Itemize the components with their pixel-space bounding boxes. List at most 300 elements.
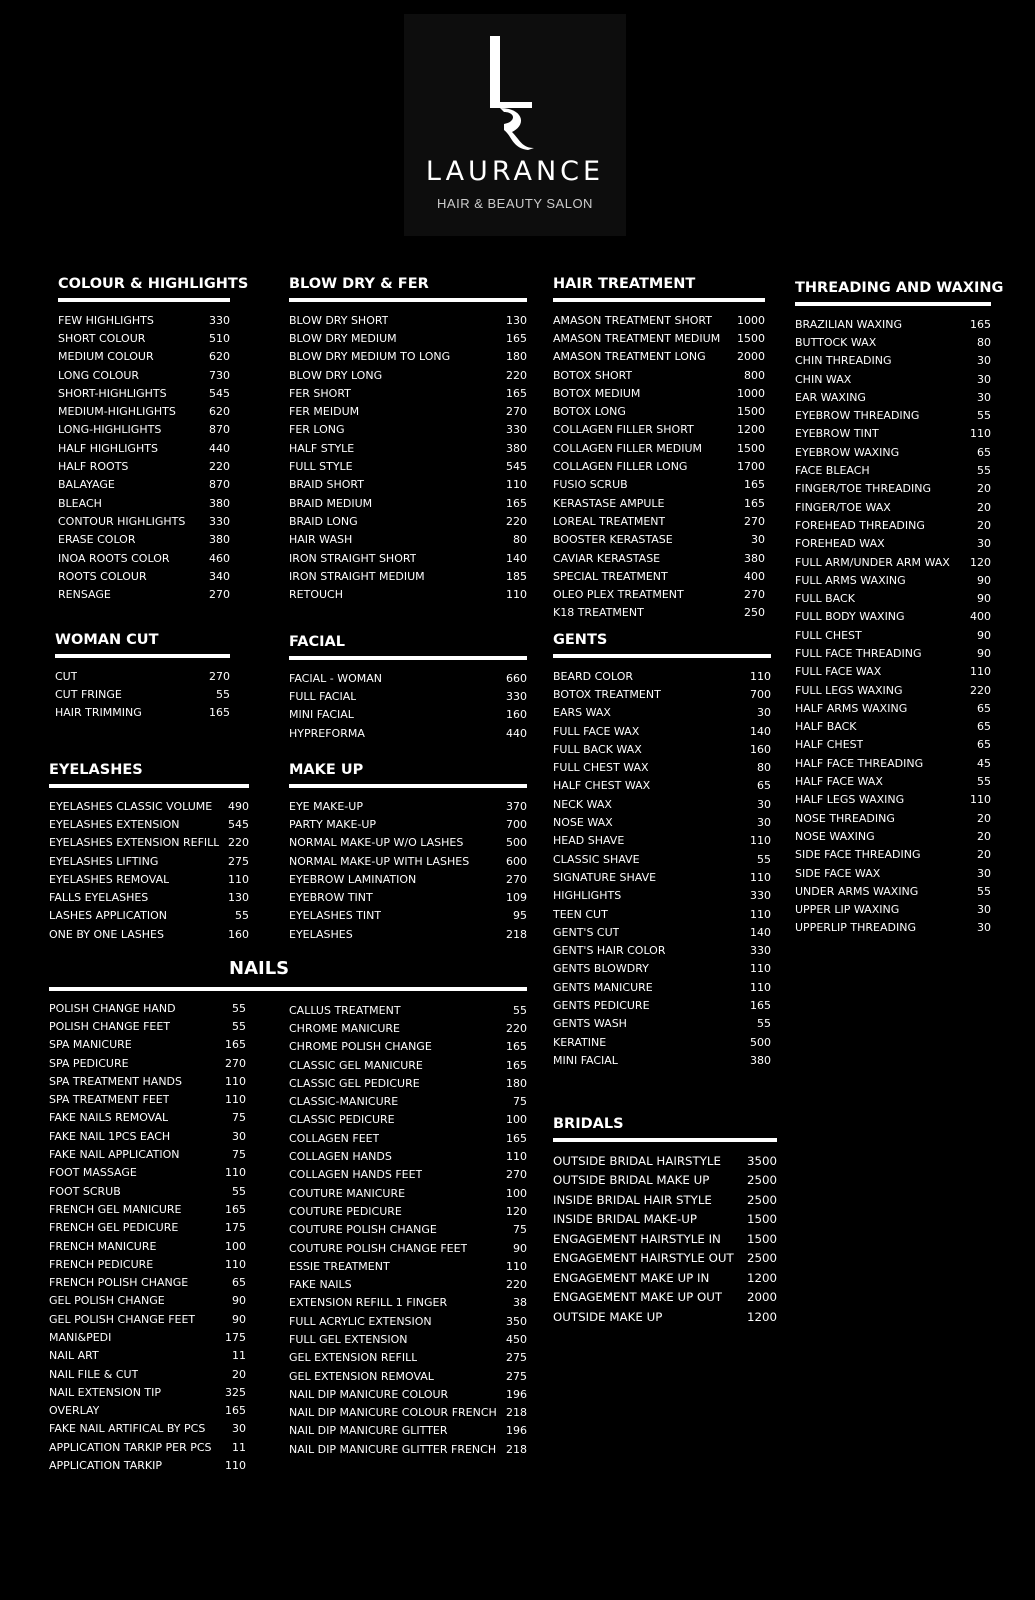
section-divider: [289, 656, 527, 660]
service-price: 180: [506, 1076, 527, 1090]
section-threading-waxing: [795, 278, 1004, 937]
service-name: GEL EXTENSION REFILL: [289, 1351, 418, 1365]
service-name: SPA TREATMENT FEET: [49, 1093, 170, 1107]
price-row: [553, 1015, 771, 1033]
price-row: [795, 553, 991, 571]
service-price: 90: [232, 1294, 246, 1308]
service-name: AMASON TREATMENT MEDIUM: [553, 331, 721, 345]
price-row: [289, 1184, 527, 1202]
service-price: 55: [513, 1003, 527, 1017]
price-row: [553, 832, 771, 850]
service-name: INSIDE BRIDAL HAIR STYLE: [553, 1192, 712, 1207]
service-name: FULL FACIAL: [289, 689, 357, 703]
section-divider: [289, 298, 527, 302]
price-row: [289, 1147, 527, 1165]
service-price: 218: [506, 1442, 527, 1456]
service-price: 110: [970, 665, 991, 679]
service-name: TEEN CUT: [553, 907, 608, 921]
price-row: [55, 704, 230, 722]
section-colour-highlights: [58, 274, 249, 604]
service-price: 218: [506, 1406, 527, 1420]
service-name: FAKE NAILS: [289, 1278, 352, 1292]
service-price: 165: [225, 1404, 246, 1418]
price-row: [553, 348, 765, 366]
service-name: FINGER/TOE THREADING: [795, 482, 932, 496]
service-name: HALF ROOTS: [58, 460, 129, 474]
service-price: 270: [744, 588, 765, 602]
price-row: [289, 1166, 527, 1184]
price-row: [58, 531, 230, 549]
price-row: [49, 1310, 246, 1328]
service-price: 160: [228, 927, 249, 941]
price-row: [289, 366, 527, 384]
service-name: CHIN THREADING: [795, 354, 892, 368]
service-price: 218: [506, 927, 527, 941]
price-row: [49, 1438, 246, 1456]
service-price: 1500: [737, 441, 765, 455]
service-name: FRENCH PEDICURE: [49, 1257, 154, 1271]
price-row: [553, 850, 771, 868]
service-name: SIGNATURE SHAVE: [553, 870, 657, 884]
service-name: BUTTOCK WAX: [795, 335, 877, 349]
service-name: HALF HIGHLIGHTS: [58, 441, 158, 455]
price-row: [49, 797, 249, 815]
price-row: [553, 868, 771, 886]
price-row: [49, 999, 246, 1017]
service-price: 55: [232, 1184, 246, 1198]
service-price: 600: [506, 854, 527, 868]
service-price: 270: [744, 514, 765, 528]
service-name: HALF FACE THREADING: [795, 756, 924, 770]
price-row: [289, 311, 527, 329]
service-price: 165: [506, 331, 527, 345]
price-row: [553, 531, 765, 549]
section-divider: [58, 298, 230, 302]
service-price: 330: [209, 514, 230, 528]
service-name: HALF LEGS WAXING: [795, 793, 905, 807]
price-row: [795, 809, 991, 827]
service-name: FINGER/TOE WAX: [795, 500, 891, 514]
service-name: EXTENSION REFILL 1 FINGER: [289, 1296, 448, 1310]
service-name: FOREHEAD THREADING: [795, 518, 925, 532]
service-name: RENSAGE: [58, 588, 111, 602]
service-name: HALF BACK: [795, 720, 857, 734]
service-name: EYELASHES REMOVAL: [49, 872, 170, 886]
service-price: 140: [750, 724, 771, 738]
price-row: [553, 1229, 777, 1249]
service-price: 110: [228, 872, 249, 886]
price-row: [58, 494, 230, 512]
section-woman-cut: [55, 630, 230, 722]
service-price: 400: [744, 569, 765, 583]
service-name: GENT'S HAIR COLOR: [553, 944, 666, 958]
service-name: MEDIUM-HIGHLIGHTS: [58, 405, 176, 419]
service-price: 165: [744, 496, 765, 510]
section-title: BLOW DRY & FER: [289, 276, 429, 292]
service-name: HALF CHEST: [795, 738, 864, 752]
price-row: [553, 941, 771, 959]
service-price: 270: [506, 405, 527, 419]
service-price: 800: [744, 368, 765, 382]
price-row: [795, 882, 991, 900]
service-name: FEW HIGHLIGHTS: [58, 313, 154, 327]
service-name: SPA MANICURE: [49, 1038, 132, 1052]
service-name: HIGHLIGHTS: [553, 889, 622, 903]
service-price: 165: [750, 998, 771, 1012]
service-price: 380: [209, 533, 230, 547]
price-row: [795, 333, 991, 351]
price-row: [553, 1249, 777, 1269]
service-name: NOSE WAX: [553, 816, 613, 830]
service-price: 30: [977, 372, 991, 386]
service-price: 220: [970, 683, 991, 697]
service-price: 20: [232, 1367, 246, 1381]
service-name: CHIN WAX: [795, 372, 852, 386]
service-price: 450: [506, 1332, 527, 1346]
service-name: BOTOX TREATMENT: [553, 687, 661, 701]
price-row: [49, 1090, 246, 1108]
price-row: [49, 1456, 246, 1474]
service-price: 270: [209, 588, 230, 602]
service-price: 1500: [737, 331, 765, 345]
service-name: ENGAGEMENT MAKE UP IN: [553, 1270, 710, 1285]
price-row: [289, 1275, 527, 1293]
service-price: 270: [209, 669, 230, 683]
price-row: [553, 585, 765, 603]
price-row: [49, 907, 249, 925]
price-row: [289, 1404, 527, 1422]
price-row: [58, 476, 230, 494]
service-price: 30: [751, 533, 765, 547]
service-price: 196: [506, 1424, 527, 1438]
service-name: FER MEIDUM: [289, 405, 360, 419]
service-price: 350: [506, 1314, 527, 1328]
service-name: GEL EXTENSION REMOVAL: [289, 1369, 434, 1383]
price-row: [289, 834, 527, 852]
service-price: 220: [506, 1021, 527, 1035]
service-price: 100: [506, 1186, 527, 1200]
service-name: NAIL FILE & CUT: [49, 1367, 139, 1381]
service-name: POLISH CHANGE HAND: [49, 1001, 176, 1015]
service-name: AMASON TREATMENT SHORT: [553, 313, 712, 327]
price-row: [553, 887, 771, 905]
price-row: [795, 370, 991, 388]
price-row: [289, 1092, 527, 1110]
price-row: [49, 1054, 246, 1072]
service-name: SPA PEDICURE: [49, 1056, 129, 1070]
price-row: [553, 1151, 777, 1171]
price-row: [49, 1420, 246, 1438]
service-name: COUTURE MANICURE: [289, 1186, 406, 1200]
service-name: FULL BODY WAXING: [795, 610, 905, 624]
price-row: [289, 1111, 527, 1129]
section-divider: [553, 1138, 777, 1142]
section-blow-dry: [289, 274, 527, 604]
service-name: OLEO PLEX TREATMENT: [553, 588, 684, 602]
service-name: SHORT-HIGHLIGHTS: [58, 386, 167, 400]
service-name: FULL ARMS WAXING: [795, 573, 906, 587]
service-price: 11: [232, 1349, 246, 1363]
service-name: FER LONG: [289, 423, 345, 437]
service-price: 870: [209, 478, 230, 492]
service-price: 330: [750, 944, 771, 958]
price-row: [49, 1237, 246, 1255]
service-price: 620: [209, 405, 230, 419]
service-price: 1200: [737, 423, 765, 437]
service-name: SHORT COLOUR: [58, 331, 146, 345]
price-row: [289, 384, 527, 402]
price-row: [289, 888, 527, 906]
price-row: [289, 1367, 527, 1385]
service-price: 500: [506, 836, 527, 850]
price-row: [289, 494, 527, 512]
section-title: BRIDALS: [553, 1116, 624, 1132]
service-name: EYEBROW TINT: [795, 427, 879, 441]
service-price: 110: [750, 907, 771, 921]
service-price: 330: [750, 889, 771, 903]
price-row: [289, 1440, 527, 1458]
service-name: FULL STYLE: [289, 460, 353, 474]
price-row: [289, 687, 527, 705]
price-row: [553, 549, 765, 567]
service-price: 165: [506, 1131, 527, 1145]
price-row: [289, 531, 527, 549]
service-name: EYELASHES TINT: [289, 909, 382, 923]
brand-name: LAURANCE: [425, 156, 605, 187]
service-name: SPECIAL TREATMENT: [553, 569, 668, 583]
price-row: [795, 388, 991, 406]
service-price: 55: [977, 464, 991, 478]
service-price: 109: [506, 891, 527, 905]
service-price: 100: [506, 1113, 527, 1127]
service-name: CLASSIC GEL MANICURE: [289, 1058, 423, 1072]
service-name: EAR WAXING: [795, 390, 866, 404]
service-price: 90: [232, 1312, 246, 1326]
price-row: [289, 1202, 527, 1220]
price-row: [795, 406, 991, 424]
service-name: NAIL DIP MANICURE COLOUR: [289, 1387, 449, 1401]
service-price: 75: [513, 1223, 527, 1237]
service-price: 110: [225, 1074, 246, 1088]
price-row: [553, 457, 765, 475]
price-row: [795, 626, 991, 644]
service-price: 90: [977, 592, 991, 606]
service-name: OUTSIDE BRIDAL HAIRSTYLE: [553, 1153, 721, 1168]
service-price: 140: [750, 925, 771, 939]
price-row: [795, 663, 991, 681]
nails-right-column: [289, 1001, 527, 1458]
service-price: 380: [506, 441, 527, 455]
price-row: [553, 978, 771, 996]
service-price: 1200: [746, 1309, 777, 1324]
service-name: CUT FRINGE: [55, 687, 122, 701]
service-name: CALLUS TREATMENT: [289, 1003, 401, 1017]
service-price: 220: [506, 514, 527, 528]
service-name: FAKE NAIL ARTIFICAL BY PCS: [49, 1422, 206, 1436]
service-name: CHROME MANICURE: [289, 1021, 401, 1035]
service-price: 325: [225, 1385, 246, 1399]
service-price: 110: [225, 1459, 246, 1473]
price-row: [553, 813, 771, 831]
section-title: FACIAL: [289, 634, 345, 650]
service-price: 110: [506, 478, 527, 492]
service-price: 130: [506, 313, 527, 327]
service-price: 65: [232, 1276, 246, 1290]
service-name: EYE MAKE-UP: [289, 799, 363, 813]
price-row: [553, 905, 771, 923]
price-row: [49, 1017, 246, 1035]
price-row: [289, 1239, 527, 1257]
service-price: 730: [209, 368, 230, 382]
service-price: 1700: [737, 460, 765, 474]
price-row: [553, 758, 771, 776]
price-row: [49, 834, 249, 852]
section-title: WOMAN CUT: [55, 632, 159, 648]
price-row: [289, 1385, 527, 1403]
service-name: COLLAGEN FILLER LONG: [553, 460, 688, 474]
service-name: COUTURE POLISH CHANGE: [289, 1223, 437, 1237]
service-name: BEARD COLOR: [553, 669, 634, 683]
price-row: [49, 888, 249, 906]
service-name: SIDE FACE THREADING: [795, 848, 921, 862]
service-name: ROOTS COLOUR: [58, 569, 147, 583]
service-name: SIDE FACE WAX: [795, 866, 881, 880]
service-name: FULL BACK: [795, 592, 855, 606]
service-name: NORMAL MAKE-UP WITH LASHES: [289, 854, 470, 868]
service-name: EYEBROW TINT: [289, 891, 373, 905]
price-row: [289, 1330, 527, 1348]
service-price: 75: [513, 1095, 527, 1109]
service-price: 165: [225, 1202, 246, 1216]
service-price: 90: [977, 573, 991, 587]
service-price: 490: [228, 799, 249, 813]
price-row: [289, 1312, 527, 1330]
price-row: [289, 439, 527, 457]
service-price: 80: [977, 335, 991, 349]
service-price: 270: [506, 872, 527, 886]
service-price: 545: [228, 817, 249, 831]
service-name: BRAID SHORT: [289, 478, 364, 492]
service-price: 2500: [746, 1173, 777, 1188]
section-title: MAKE UP: [289, 762, 364, 778]
price-row: [553, 1288, 777, 1308]
service-price: 110: [225, 1093, 246, 1107]
service-price: 2500: [746, 1251, 777, 1266]
section-title: EYELASHES: [49, 762, 143, 778]
service-price: 110: [750, 980, 771, 994]
service-name: LONG-HIGHLIGHTS: [58, 423, 162, 437]
price-row: [553, 685, 771, 703]
service-price: 660: [506, 671, 527, 685]
service-price: 165: [209, 706, 230, 720]
price-row: [553, 604, 765, 622]
service-name: BLOW DRY LONG: [289, 368, 383, 382]
price-row: [55, 667, 230, 685]
service-name: ERASE COLOR: [58, 533, 136, 547]
price-row: [55, 685, 230, 703]
service-price: 2000: [746, 1290, 777, 1305]
service-price: 30: [757, 797, 771, 811]
service-name: EYELASHES CLASSIC VOLUME: [49, 799, 213, 813]
service-name: CLASSIC-MANICURE: [289, 1095, 399, 1109]
price-row: [795, 736, 991, 754]
service-name: AMASON TREATMENT LONG: [553, 350, 706, 364]
service-price: 545: [209, 386, 230, 400]
service-price: 180: [506, 350, 527, 364]
service-price: 110: [750, 962, 771, 976]
price-row: [289, 1422, 527, 1440]
service-price: 1500: [737, 405, 765, 419]
price-row: [553, 311, 765, 329]
service-name: ESSIE TREATMENT: [289, 1259, 390, 1273]
service-name: COLLAGEN FILLER MEDIUM: [553, 441, 702, 455]
price-row: [289, 476, 527, 494]
price-row: [553, 384, 765, 402]
price-row: [795, 352, 991, 370]
price-row: [289, 1056, 527, 1074]
service-price: 55: [232, 1019, 246, 1033]
price-row: [49, 1365, 246, 1383]
service-name: HALF STYLE: [289, 441, 355, 455]
service-price: 55: [757, 852, 771, 866]
section-divider: [553, 654, 771, 658]
service-price: 20: [977, 518, 991, 532]
price-row: [795, 315, 991, 333]
service-price: 55: [977, 775, 991, 789]
service-name: CONTOUR HIGHLIGHTS: [58, 514, 186, 528]
service-price: 165: [506, 1040, 527, 1054]
price-row: [58, 512, 230, 530]
price-row: [795, 480, 991, 498]
price-row: [58, 439, 230, 457]
service-price: 165: [225, 1038, 246, 1052]
service-price: 30: [232, 1422, 246, 1436]
service-price: 65: [757, 779, 771, 793]
service-name: APPLICATION TARKIP: [49, 1459, 162, 1473]
service-price: 175: [225, 1330, 246, 1344]
service-price: 220: [506, 1278, 527, 1292]
service-price: 90: [977, 628, 991, 642]
service-name: LOREAL TREATMENT: [553, 514, 666, 528]
price-row: [795, 535, 991, 553]
price-row: [289, 925, 527, 943]
price-row: [795, 681, 991, 699]
service-name: FULL FACE WAX: [553, 724, 640, 738]
service-price: 20: [977, 829, 991, 843]
service-price: 380: [744, 551, 765, 565]
price-row: [58, 402, 230, 420]
salon-logo: [404, 14, 626, 236]
service-name: LONG COLOUR: [58, 368, 140, 382]
service-price: 55: [216, 687, 230, 701]
service-price: 196: [506, 1387, 527, 1401]
price-row: [49, 1127, 246, 1145]
service-name: GENTS WASH: [553, 1017, 627, 1031]
lr-monogram-logo: [404, 24, 626, 154]
price-row: [289, 1038, 527, 1056]
price-row: [58, 421, 230, 439]
service-name: HALF FACE WAX: [795, 775, 883, 789]
section-facial: [289, 632, 527, 742]
price-row: [289, 815, 527, 833]
service-price: 700: [506, 817, 527, 831]
service-name: NAIL ART: [49, 1349, 99, 1363]
price-row: [289, 421, 527, 439]
service-name: FULL ARM/UNDER ARM WAX: [795, 555, 950, 569]
service-price: 160: [506, 708, 527, 722]
price-row: [289, 797, 527, 815]
section-bridals: [553, 1114, 777, 1327]
